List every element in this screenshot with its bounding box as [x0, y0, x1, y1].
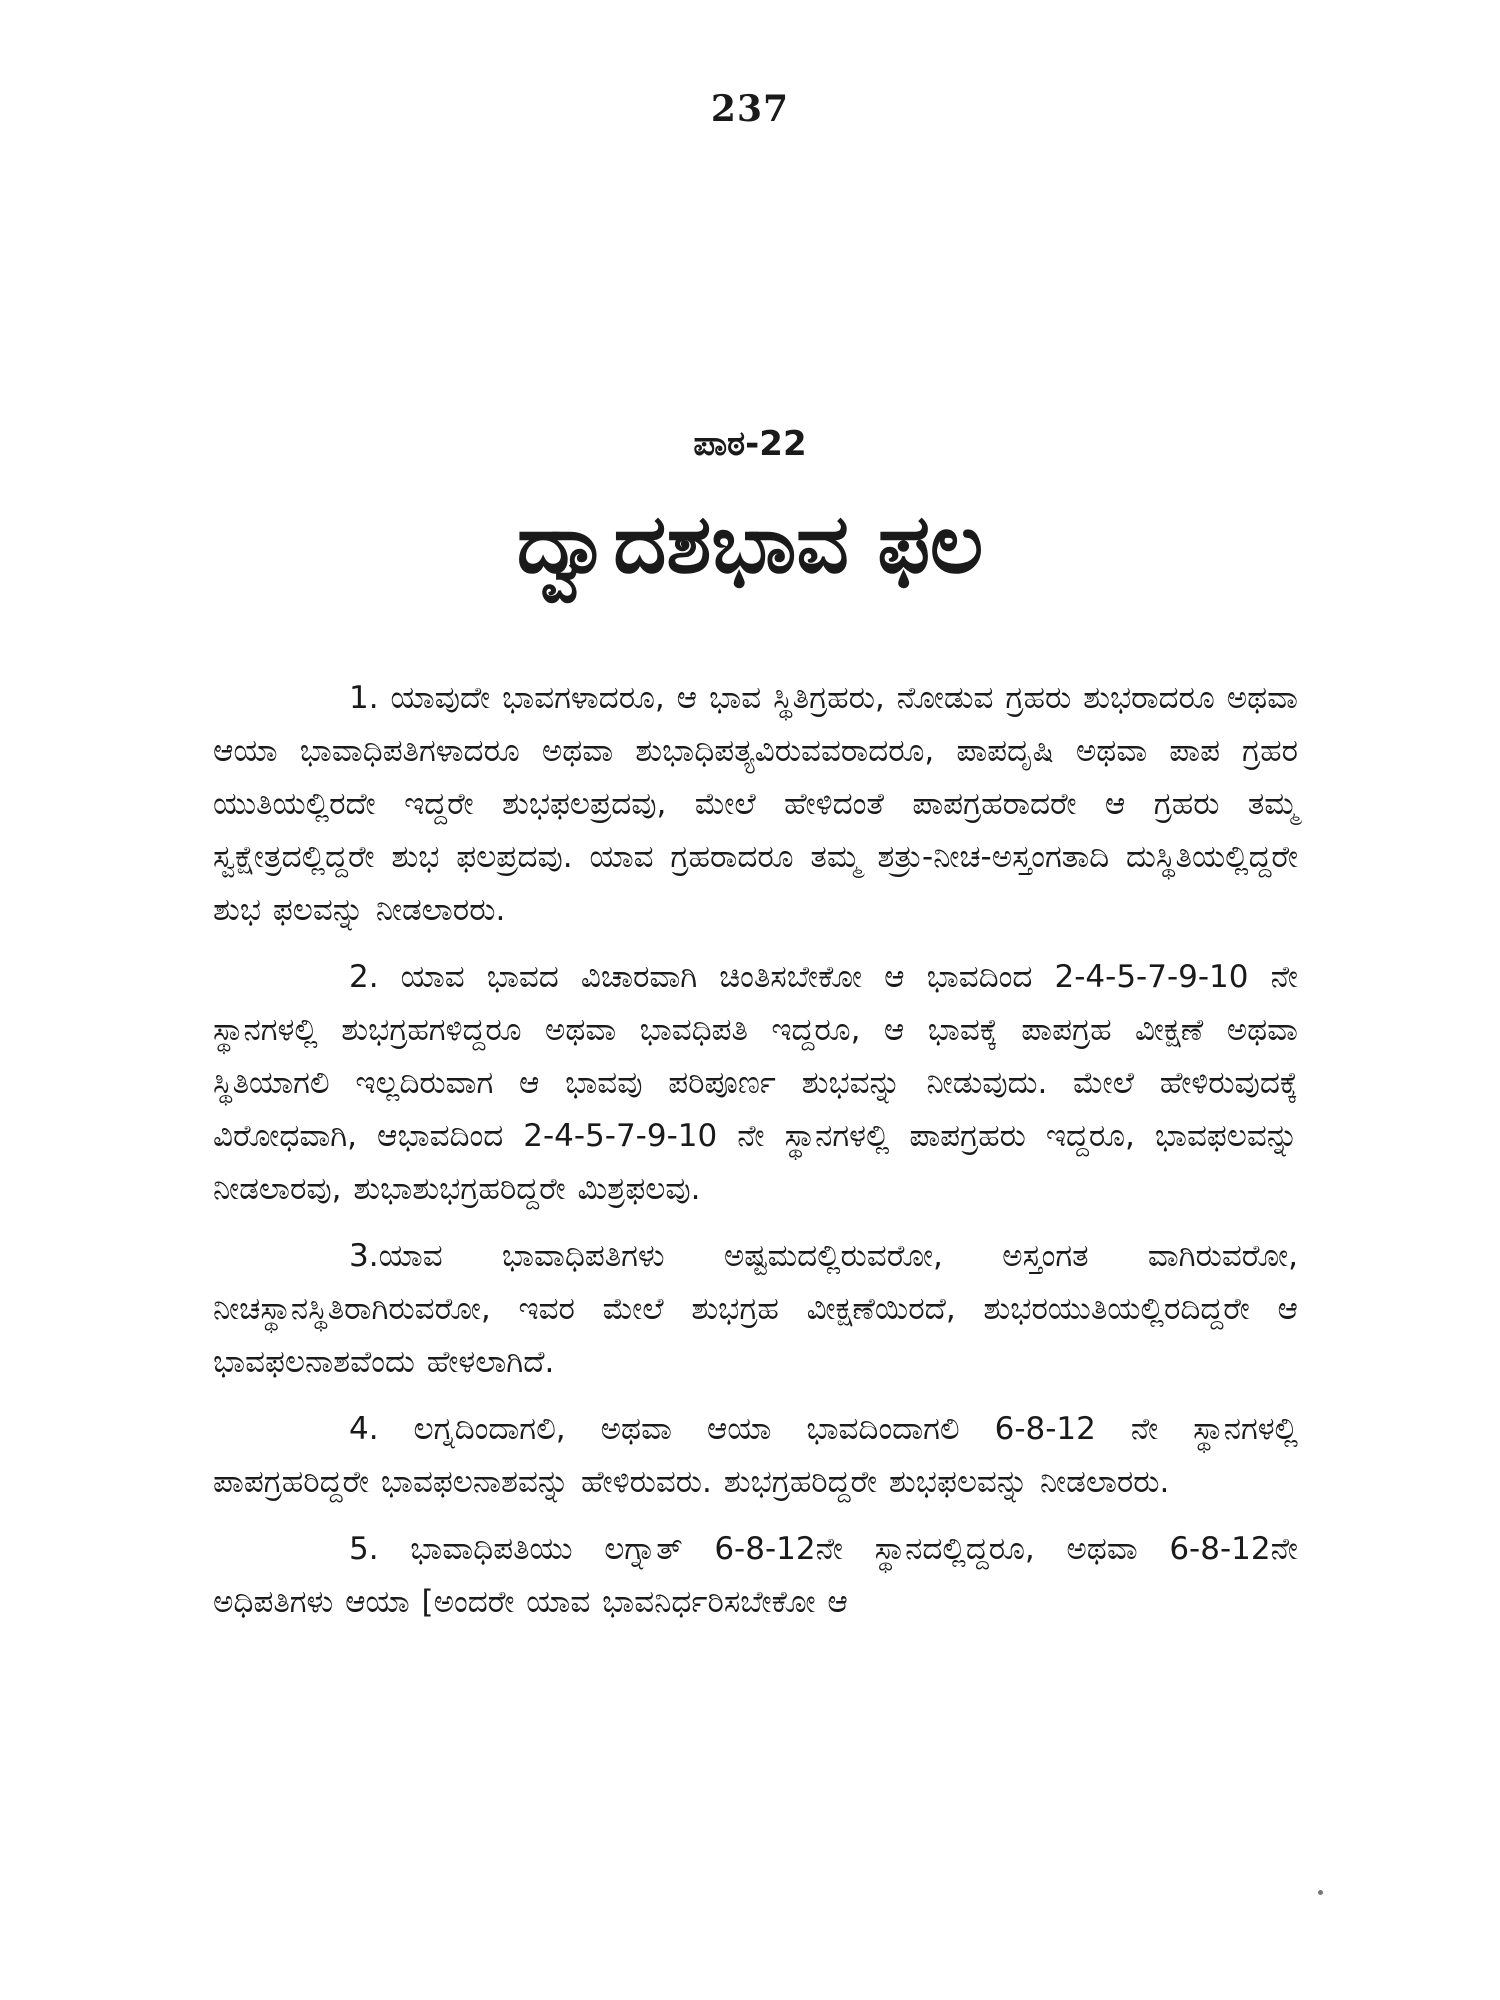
page-number: 237 [710, 88, 790, 130]
chapter-label: ಪಾಠ-22 [693, 424, 807, 464]
paragraph-5: 5. ಭಾವಾಧಿಪತಿಯು ಲಗ್ನಾತ್ 6-8-12ನೇ ಸ್ಥಾನದಲ್ಲಿದ್ದರೂ, ಅಥವಾ 6-8-12ನೇ ಅಧಿಪತಿಗಳು ಆಯಾ [ಅಂದರೇ ಯಾವ ಭಾವನಿರ್ಧರಿಸಬೇಕೋ ಆ [213, 1531, 1298, 1620]
paragraph-3: 3.ಯಾವ ಭಾವಾಧಿಪತಿಗಳು ಅಷ್ಟಮದಲ್ಲಿರುವರೋ, ಅಸ್ತಂಗತ ವಾಗಿರುವರೋ, ನೀಚಸ್ಥಾನಸ್ಥಿತಿರಾಗಿರುವರೋ, ಇವರ ಮೇಲೆ ಶುಭಗ್ರಹ ವೀಕ್ಷಣೆಯಿರದೆ, ಶುಭರಯುತಿಯಲ್ಲಿರದಿದ್ದರೇ ಆ ಭಾವಫಲನಾಶವೆಂದು ಹೇಳಲಾಗಿದೆ. [213, 1238, 1298, 1380]
page-body [213, 672, 1298, 1643]
chapter-title: ದ್ವಾದಶಭಾವ ಫಲ [516, 497, 984, 592]
paragraph-4: 4. ಲಗ್ನದಿಂದಾಗಲಿ, ಅಥವಾ ಆಯಾ ಭಾವದಿಂದಾಗಲಿ 6-8-12 ನೇ ಸ್ಥಾನಗಳಲ್ಲಿ ಪಾಪಗ್ರಹರಿದ್ದರೇ ಭಾವಫಲನಾಶವನ್ನು ಹೇಳಿರುವರು. ಶುಭಗ್ರಹರಿದ್ದರೇ ಶುಭಫಲವನ್ನು ನೀಡಲಾರರು. [213, 1411, 1298, 1500]
scan-speck [1318, 1890, 1323, 1895]
paragraph-1: 1. ಯಾವುದೇ ಭಾವಗಳಾದರೂ, ಆ ಭಾವ ಸ್ಥಿತಿಗ್ರಹರು, ನೋಡುವ ಗ್ರಹರು ಶುಭರಾದರೂ ಅಥವಾ ಆಯಾ ಭಾವಾಧಿಪತಿಗಳಾದರೂ ಅಥವಾ ಶುಭಾಧಿಪತ್ಯವಿರುವವರಾದರೂ, ಪಾಪದೃಷಿ ಅಥವಾ ಪಾಪ ಗ್ರಹರ ಯುತಿಯಲ್ಲಿರದೇ ಇದ್ದರೇ ಶುಭಫಲಪ್ರದವು, ಮೇಲೆ ಹೇಳಿದಂತೆ ಪಾಪಗ್ರಹರಾದರೇ ಆ ಗ್ರಹರು ತಮ್ಮ ಸ್ವಕ್ಷೇತ್ರದಲ್ಲಿದ್ದರೇ ಶುಭ ಫಲಪ್ರದವು. ಯಾವ ಗ್ರಹರಾದರೂ ತಮ್ಮ ಶತ್ರು-ನೀಚ-ಅಸ್ತಂಗತಾದಿ ದುಸ್ಥಿತಿಯಲ್ಲಿದ್ದರೇ ಶುಭ ಫಲವನ್ನು ನೀಡಲಾರರು. [213, 680, 1298, 928]
paragraph-2: 2. ಯಾವ ಭಾವದ ವಿಚಾರವಾಗಿ ಚಿಂತಿಸಬೇಕೋ ಆ ಭಾವದಿಂದ 2-4-5-7-9-10 ನೇ ಸ್ಥಾನಗಳಲ್ಲಿ ಶುಭಗ್ರಹಗಳಿದ್ದರೂ ಅಥವಾ ಭಾವಧಿಪತಿ ಇದ್ದರೂ, ಆ ಭಾವಕ್ಕೆ ಪಾಪಗ್ರಹ ವೀಕ್ಷಣೆ ಅಥವಾ ಸ್ಥಿತಿಯಾಗಲಿ ಇಲ್ಲದಿರುವಾಗ ಆ ಭಾವವು ಪರಿಪೂರ್ಣ ಶುಭವನ್ನು ನೀಡುವುದು. ಮೇಲೆ ಹೇಳಿರುವುದಕ್ಕೆ ವಿರೋಧವಾಗಿ, ಆಭಾವದಿಂದ 2-4-5-7-9-10 ನೇ ಸ್ಥಾನಗಳಲ್ಲಿ ಪಾಪಗ್ರಹರು ಇದ್ದರೂ, ಭಾವಫಲವನ್ನು ನೀಡಲಾರವು, ಶುಭಾಶುಭಗ್ರಹರಿದ್ದರೇ ಮಿಶ್ರಫಲವು. [213, 959, 1298, 1207]
